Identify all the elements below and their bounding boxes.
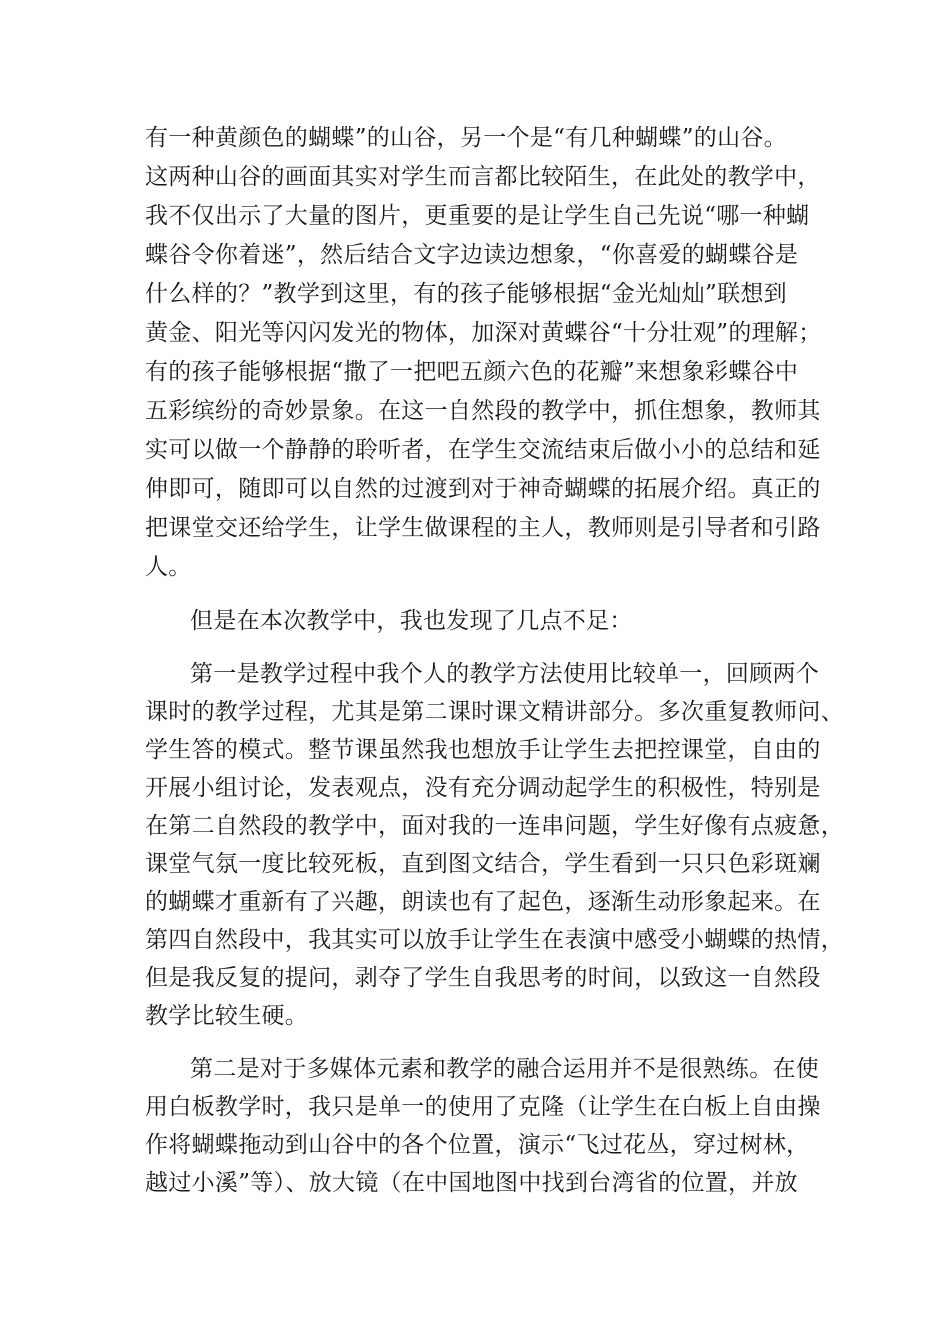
text-line: 课堂气氛一度比较死板，直到图文结合，学生看到一只只色彩斑斓 [145, 851, 821, 877]
text-line: 开展小组讨论，发表观点，没有充分调动起学生的积极性，特别是 [145, 775, 821, 801]
text-line: 第四自然段中，我其实可以放手让学生在表演中感受小蝴蝶的热情， [145, 927, 844, 953]
text-line: 黄金、阳光等闪闪发光的物体，加深对黄蝶谷“十分壮观”的理解； [145, 320, 822, 346]
text-line: 这两种山谷的画面其实对学生而言都比较陌生，在此处的教学中， [145, 164, 821, 190]
text-line: 人。 [145, 554, 192, 580]
text-line: 有一种黄颜色的蝴蝶”的山谷，另一个是“有几种蝴蝶”的山谷。 [145, 125, 787, 151]
text-line: 但是我反复的提问，剥夺了学生自我思考的时间，以致这一自然段 [145, 965, 821, 991]
text-line: 用白板教学时，我只是单一的使用了克隆（让学生在白板上自由操 [145, 1094, 821, 1120]
text-line: 教学比较生硬。 [145, 1003, 309, 1029]
text-line: 五彩缤纷的奇妙景象。在这一自然段的教学中，抓住想象，教师其 [145, 398, 821, 424]
text-line: 有的孩子能够根据“撒了一把吧五颜六色的花瓣”来想象彩蝶谷中 [145, 359, 799, 385]
text-line: 学生答的模式。整节课虽然我也想放手让学生去把控课堂，自由的 [145, 737, 821, 763]
text-line: 什么样的？”教学到这里，有的孩子能够根据“金光灿灿”联想到 [145, 281, 787, 307]
text-line: 在第二自然段的教学中，面对我的一连串问题，学生好像有点疲惫， [145, 813, 844, 839]
text-line: 但是在本次教学中，我也发现了几点不足： [190, 608, 633, 634]
text-line: 我不仅出示了大量的图片，更重要的是让学生自己先说“哪一种蝴 [145, 203, 810, 229]
text-line: 课时的教学过程，尤其是第二课时课文精讲部分。多次重复教师问、 [145, 699, 844, 725]
text-line: 蝶谷令你着迷”，然后结合文字边读边想象，“你喜爱的蝴蝶谷是 [145, 242, 799, 268]
text-line: 第一是教学过程中我个人的教学方法使用比较单一，回顾两个 [190, 661, 820, 687]
text-line: 伸即可，随即可以自然的过渡到对于神奇蝴蝶的拓展介绍。真正的 [145, 476, 821, 502]
text-line: 的蝴蝶才重新有了兴趣，朗读也有了起色，逐渐生动形象起来。在 [145, 889, 821, 915]
text-line: 作将蝴蝶拖动到山谷中的各个位置，演示“飞过花丛，穿过树林， [145, 1132, 810, 1158]
text-line: 把课堂交还给学生，让学生做课程的主人，教师则是引导者和引路 [145, 515, 821, 541]
text-line: 第二是对于多媒体元素和教学的融合运用并不是很熟练。在使 [190, 1056, 820, 1082]
text-line: 越过小溪”等）、放大镜（在中国地图中找到台湾省的位置，并放 [145, 1170, 798, 1196]
text-line: 实可以做一个静静的聆听者，在学生交流结束后做小小的总结和延 [145, 437, 821, 463]
